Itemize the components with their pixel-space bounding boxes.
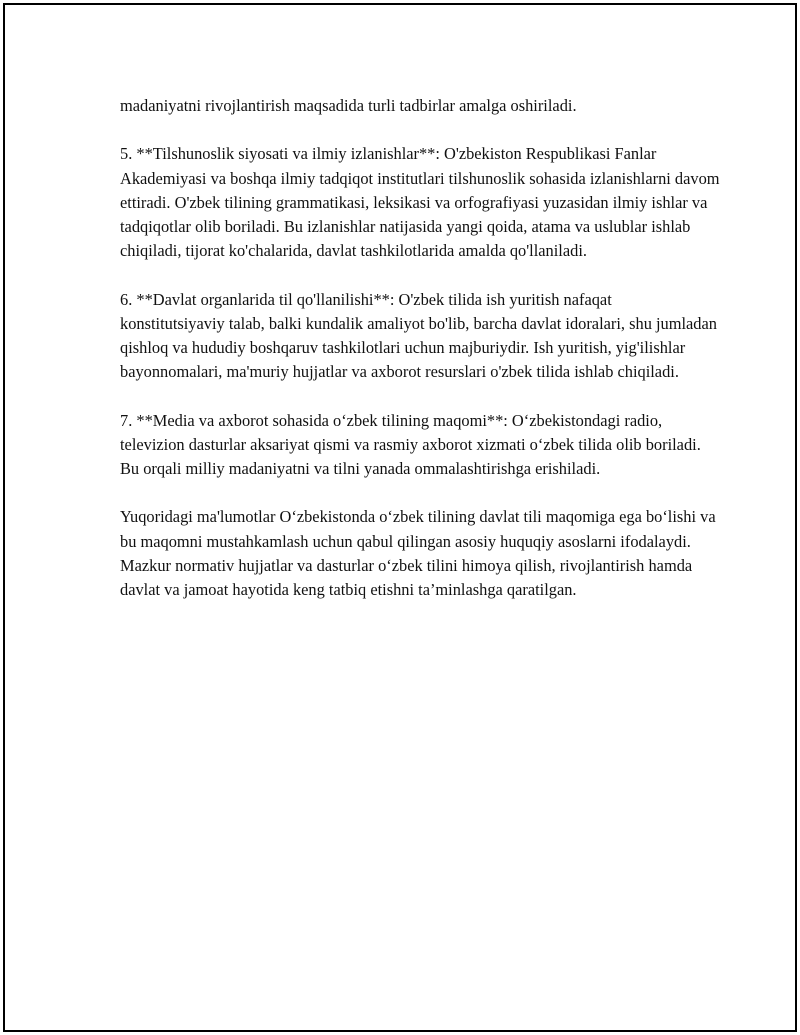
paragraph-item-7: 7. **Media va axborot sohasida o‘zbek tilining maqomi**: O‘zbekistondagi radio, televizion dasturlar aksariyat qismi va rasmiy axborot xizmati o‘zbek tilida olib boriladi. Bu orqali milliy madaniyatni va tilni yanada ommalashtirishga erishiladi. — [120, 410, 701, 478]
paragraph-continuation: madaniyatni rivojlantirish maqsadida turli tadbirlar amalga oshiriladi. — [120, 96, 577, 115]
document-page — [3, 3, 797, 1032]
paragraph-item-6: 6. **Davlat organlarida til qo'llanilishi**: O'zbek tilida ish yuritish nafaqat konstitutsiyaviy talab, balki kundalik amaliyot bo'lib, barcha davlat idoralari, shu jumladan qishloq va hududiy boshqaruv tashkilotlari uchun majburiydir. Ish yuritish, yig'ilishlar bayonnomalari, ma'muriy hujjatlar va axborot resurslari o'zbek tilida ishlab chiqiladi. — [120, 289, 717, 382]
paragraph-conclusion: Yuqoridagi ma'lumotlar O‘zbekistonda o‘zbek tilining davlat tili maqomiga ega bo‘lishi va bu maqomni mustahkamlash uchun qabul qilingan asosiy huquqiy asoslarni ifodalaydi. Mazkur normativ hujjatlar va dasturlar o‘zbek tilini himoya qilish, rivojlantirish hamda davlat va jamoat hayotida keng tatbiq etishni ta’minlashga qaratilgan. — [120, 507, 716, 599]
document-body — [120, 94, 720, 626]
paragraph-item-5: 5. **Tilshunoslik siyosati va ilmiy izlanishlar**: O'zbekiston Respublikasi Fanlar Akademiyasi va boshqa ilmiy tadqiqot institutlari tilshunoslik sohasida izlanishlarni davom ettiradi. O'zbek tilining grammatikasi, leksikasi va orfografiyasi yuzasidan ilmiy ishlar va tadqiqotlar olib boriladi. Bu izlanishlar natijasida yangi qoida, atama va uslublar ishlab chiqiladi, tijorat ko'chalarida, davlat tashkilotlarida amalda qo'llaniladi. — [120, 144, 720, 261]
